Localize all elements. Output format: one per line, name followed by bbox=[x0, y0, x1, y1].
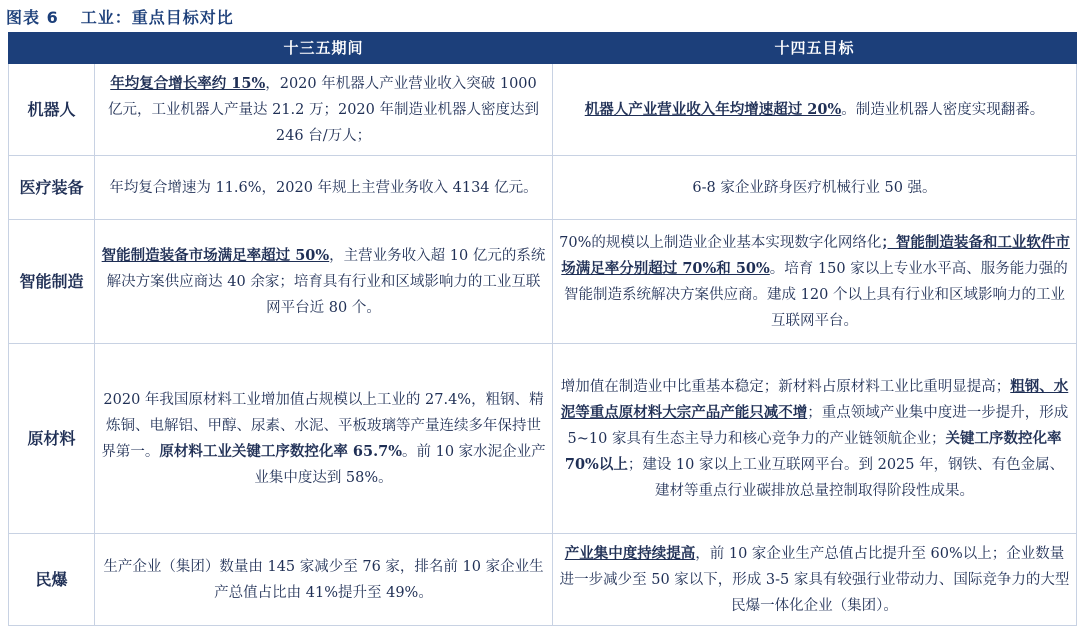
cell-14th-medical bbox=[553, 156, 1077, 220]
cell-14th-raw bbox=[553, 344, 1077, 534]
bold-text: 关键工序数控化率 70%以上 bbox=[564, 429, 1062, 473]
row-label-civil-explosives: 民爆 bbox=[9, 534, 95, 626]
highlight-text: 年均复合增长率约 15% bbox=[110, 74, 266, 92]
highlight-text: 粗钢、水泥等重点原材料大宗产品产能只减不增 bbox=[560, 377, 1069, 421]
table-row bbox=[9, 156, 1077, 220]
cell-13th-explosives bbox=[95, 534, 553, 626]
header-corner bbox=[9, 33, 95, 64]
bold-text: 原材料工业关键工序数控化率 65.7% bbox=[159, 442, 402, 460]
cell-text: ，前 10 家企业生产总值占比提升至 60%以上；企业数量进一步减少至 50 家以下，形成 3-5 家具有较强行业带动力、国际竞争力的大型民爆一体化企业（集团）。 bbox=[559, 545, 1070, 614]
cell-14th-robot bbox=[553, 64, 1077, 156]
header-13th-period: 十三五期间 bbox=[95, 33, 553, 64]
comparison-table bbox=[8, 32, 1077, 626]
cell-text: ，2020 年机器人产业营业收入突破 1000 亿元，工业机器人产量达 21.2 万；2020 年制造业机器人密度达到 246 台/万人； bbox=[107, 75, 539, 144]
cell-text: 。制造业机器人密度实现翻番。 bbox=[841, 101, 1045, 118]
cell-14th-explosives bbox=[553, 534, 1077, 626]
table-row bbox=[9, 534, 1077, 626]
highlight-text: 产业集中度持续提高 bbox=[564, 544, 696, 562]
cell-text: 生产企业（集团）数量由 145 家减少至 76 家，排名前 10 家企业生产总值占比由 41%提升至 49%。 bbox=[103, 558, 544, 601]
cell-text: 。前 10 家水泥企业产业集中度达到 58%。 bbox=[254, 443, 546, 486]
cell-text: 2020 年我国原材料工业增加值占规模以上工业的 27.4%，粗钢、精炼铜、电解铝、甲醇、尿素、水泥、平板玻璃等产量连续多年保持世界第一。 bbox=[101, 391, 544, 460]
row-label-smart-manufacturing: 智能制造 bbox=[9, 220, 95, 344]
cell-text: 70%的规模以上制造业企业基本实现数字化网络化 bbox=[559, 234, 882, 251]
table-row bbox=[9, 344, 1077, 534]
cell-13th-smart bbox=[95, 220, 553, 344]
cell-13th-robot bbox=[95, 64, 553, 156]
highlight-text: 机器人产业营业收入年均增速超过 20% bbox=[584, 100, 842, 118]
cell-13th-raw bbox=[95, 344, 553, 534]
cell-text: ；重点领域产业集中度进一步提升，形成 5~10 家具有生态主导力和核心竞争力的产业链领航企业； bbox=[567, 404, 1069, 447]
cell-text: 。培育 150 家以上专业水平高、服务能力强的智能制造系统解决方案供应商。建成 120 个以上具有行业和区域影响力的工业互联网平台。 bbox=[564, 260, 1068, 329]
table-row bbox=[9, 220, 1077, 344]
row-label-medical: 医疗装备 bbox=[9, 156, 95, 220]
figure-label: 图表 6 bbox=[6, 7, 59, 27]
figure-title-bar bbox=[0, 0, 1080, 32]
header-14th-target: 十四五目标 bbox=[553, 33, 1077, 64]
figure-title: 工业：重点目标对比 bbox=[80, 7, 234, 27]
cell-text: 年均复合增速为 11.6%，2020 年规上主营业务收入 4134 亿元。 bbox=[109, 179, 538, 196]
cell-text: ，主营业务收入超 10 亿元的系统解决方案供应商达 40 余家；培育具有行业和区域影响力的工业互联网平台近 80 个。 bbox=[106, 247, 546, 316]
row-label-robot: 机器人 bbox=[9, 64, 95, 156]
cell-text: 增加值在制造业中比重基本稳定；新材料占原材料工业比重明显提高； bbox=[560, 378, 1011, 395]
cell-13th-medical bbox=[95, 156, 553, 220]
row-label-raw-materials: 原材料 bbox=[9, 344, 95, 534]
cell-text: 6-8 家企业跻身医疗机械行业 50 强。 bbox=[692, 179, 937, 196]
table-header-row bbox=[9, 33, 1077, 64]
table-row bbox=[9, 64, 1077, 156]
cell-text: ；建设 10 家以上工业互联网平台。到 2025 年，钢铁、有色金属、建材等重点行业碳排放总量控制取得阶段性成果。 bbox=[627, 456, 1065, 499]
highlight-text: 智能制造装备市场满足率超过 50% bbox=[101, 246, 330, 264]
cell-14th-smart bbox=[553, 220, 1077, 344]
highlight-text: ；智能制造装备和工业软件市场满足率分别超过 70%和 50% bbox=[561, 233, 1070, 277]
